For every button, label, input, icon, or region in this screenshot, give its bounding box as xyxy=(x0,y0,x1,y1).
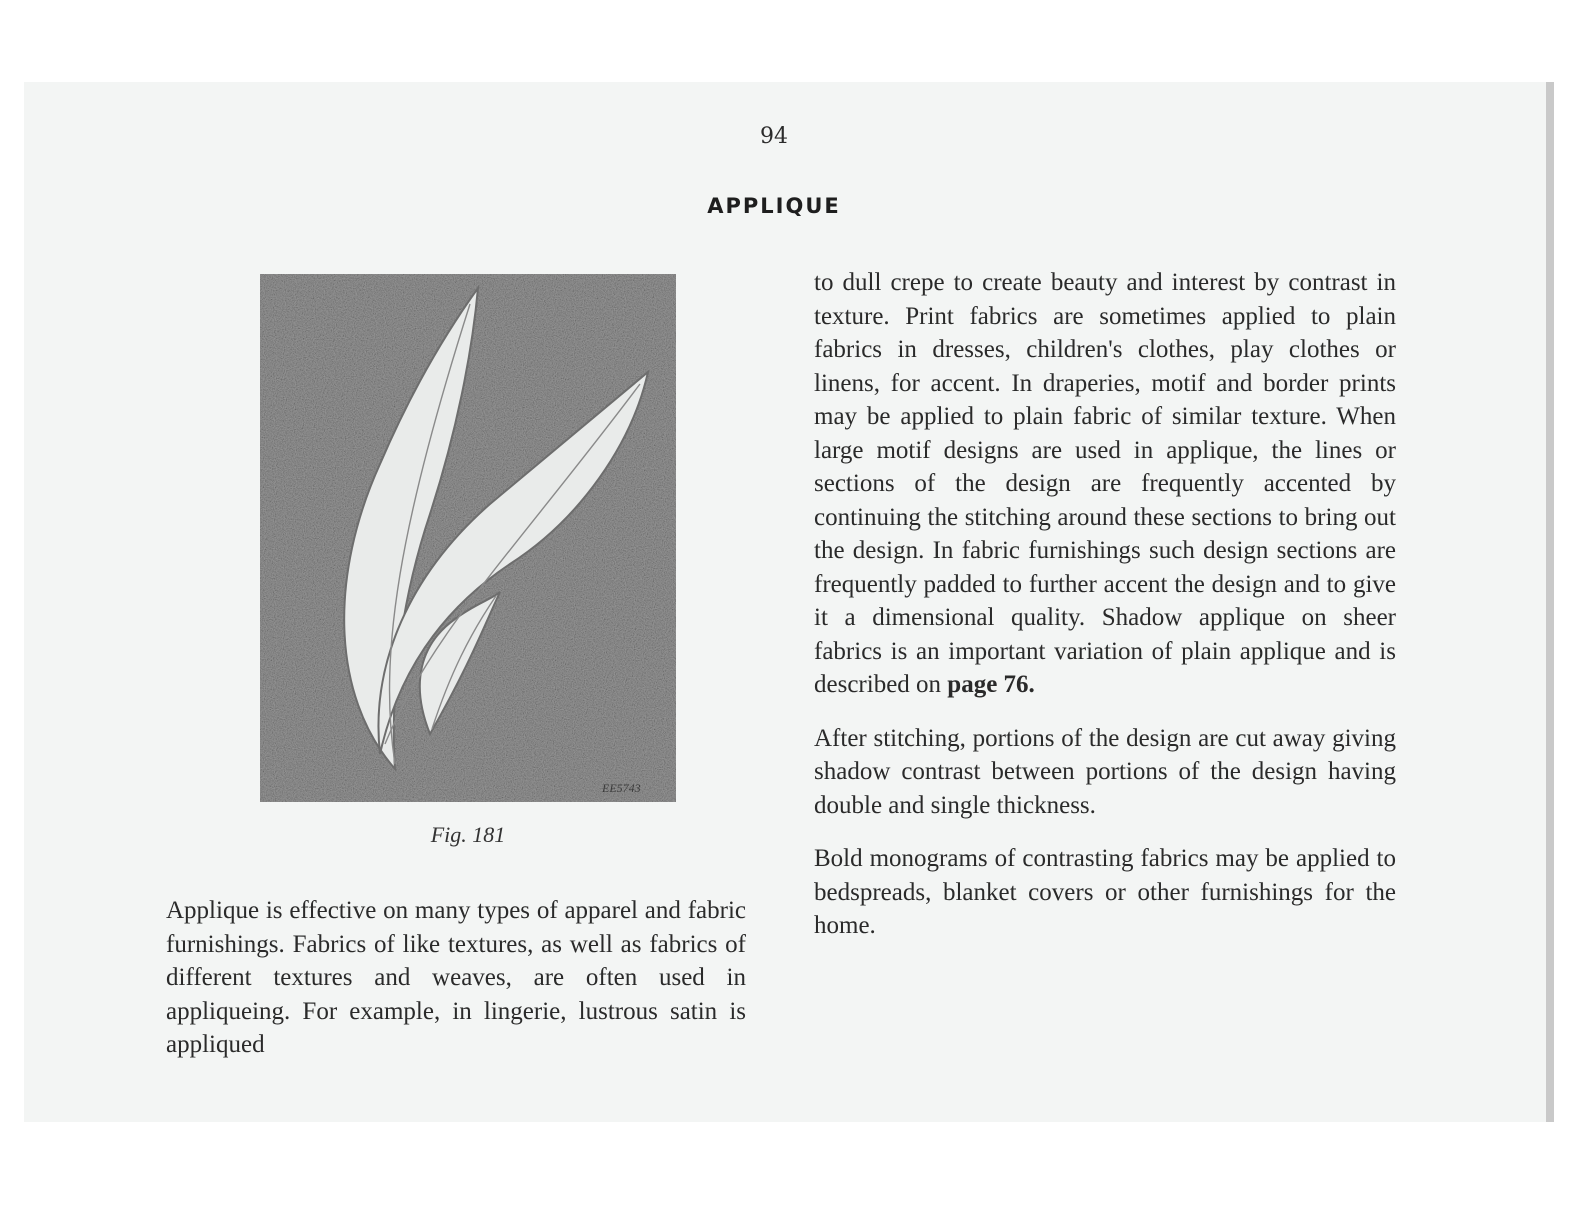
right-paragraph-1 xyxy=(814,266,1396,702)
page-reference-link[interactable]: page 76. xyxy=(947,671,1035,698)
page-number: 94 xyxy=(760,124,788,149)
leaf-applique-illustration-icon xyxy=(260,274,676,802)
right-column xyxy=(814,266,1396,963)
leaf-applique-figure xyxy=(260,274,676,802)
engraver-mark: EE5743 xyxy=(602,781,641,795)
book-page xyxy=(24,82,1554,1122)
right-paragraph-1-text: to dull crepe to create beauty and interest by contrast in texture. Print fabrics are sometimes applied to plain fabrics in dresses, children's clothes, play clothes or linens, for accent. In draperies, motif and border prints may be applied to plain fabric of similar texture. When large motif designs are used in applique, the lines or sections of the design are frequently accented by continuing the stitching around these sections to bring out the design. In fabric furnishings such design sections are frequently padded to further accent the design and to give it a dimensional quality. Shadow applique on sheer fabrics is an important variation of plain applique and is described on xyxy=(814,269,1396,698)
right-paragraph-3: Bold monograms of contrasting fabrics may be applied to bedspreads, blanket covers or other furnishings for the home. xyxy=(814,845,1396,939)
figure-caption: Fig. 181 xyxy=(430,822,506,847)
left-column xyxy=(166,894,746,1062)
left-paragraph: Applique is effective on many types of apparel and fabric furnishings. Fabrics of like textures, as well as fabrics of different textures and weaves, are often used in appliqueing. For example, in lingerie, lustrous satin is appliqued xyxy=(166,897,746,1058)
section-title: APPLIQUE xyxy=(707,194,841,218)
right-paragraph-2: After stitching, portions of the design are cut away giving shadow contrast between portions of the design having double and single thickness. xyxy=(814,724,1396,819)
